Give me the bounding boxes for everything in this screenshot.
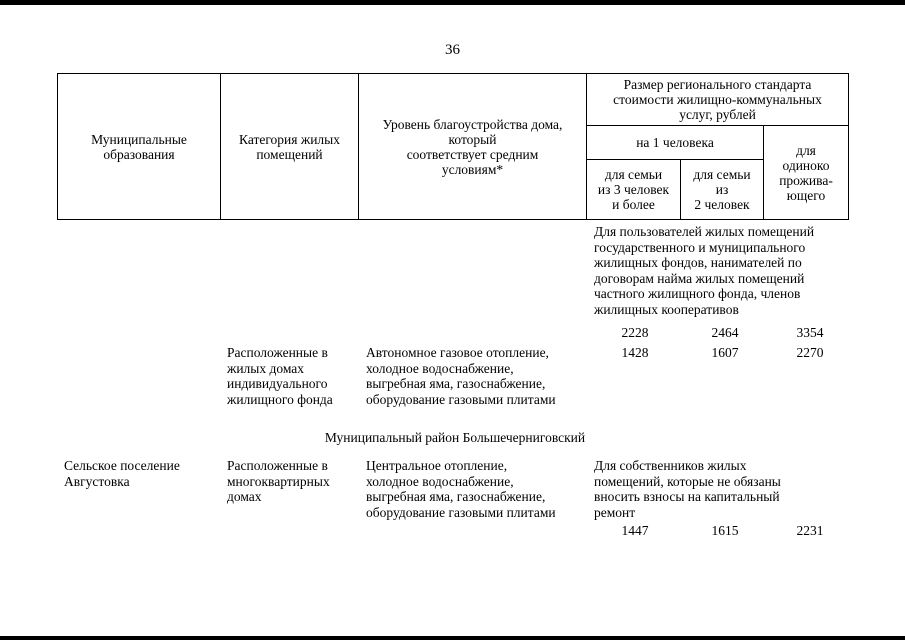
header-family3: для семьи из 3 человек и более xyxy=(587,160,681,220)
block1-row2-family3: 1428 xyxy=(621,345,649,360)
block2-municipality: Сельское поселение Августовка xyxy=(64,458,180,489)
block1-note: Для пользователей жилых помещений государственного и муниципального жилищных фондов, нанимателей по договорам найма жилых помещений частного жилищного фонда, членов жилищных кооперативов xyxy=(594,224,815,317)
block1-row2-single: 2270 xyxy=(796,345,824,360)
header-standard: Размер регионального стандарта стоимости жилищно-коммунальных услуг, рублей xyxy=(587,74,849,126)
block1-category: Расположенные в жилых домах индивидуального жилищного фонда xyxy=(227,345,333,407)
block1-level: Автономное газовое отопление, холодное водоснабжение, выгребная яма, газоснабжение, оборудование газовыми плитами xyxy=(366,345,556,407)
table-header xyxy=(57,73,849,220)
header-per-person: на 1 человека xyxy=(587,126,764,160)
block2-level: Центральное отопление, холодное водоснабжение, выгребная яма, газоснабжение, оборудование газовыми плитами xyxy=(366,458,556,520)
header-category: Категория жилых помещений xyxy=(221,74,359,220)
block2-value-family2: 1615 xyxy=(711,523,739,538)
district-heading: Муниципальный район Большечерниговский xyxy=(324,430,586,445)
header-municipalities: Муниципальные образования xyxy=(58,74,221,220)
block2-note: Для собственников жилых помещений, которые не обязаны вносить взносы на капитальный ремонт xyxy=(594,458,781,520)
header-family2: для семьи из 2 человек xyxy=(681,160,764,220)
block1-row1-family2: 2464 xyxy=(711,325,739,340)
scan-top-border xyxy=(0,0,905,5)
block2-value-family3: 1447 xyxy=(621,523,649,538)
scan-bottom-border xyxy=(0,636,905,640)
header-single: для одиноко прожива- ющего xyxy=(764,126,849,220)
block1-row1-single: 3354 xyxy=(796,325,824,340)
block1-row1-family3: 2228 xyxy=(621,325,649,340)
block1-row2-family2: 1607 xyxy=(711,345,739,360)
header-level: Уровень благоустройства дома, который соответствует средним условиям* xyxy=(359,74,587,220)
block2-value-single: 2231 xyxy=(796,523,824,538)
block2-category: Расположенные в многоквартирных домах xyxy=(227,458,330,504)
page-number: 36 xyxy=(445,42,460,58)
